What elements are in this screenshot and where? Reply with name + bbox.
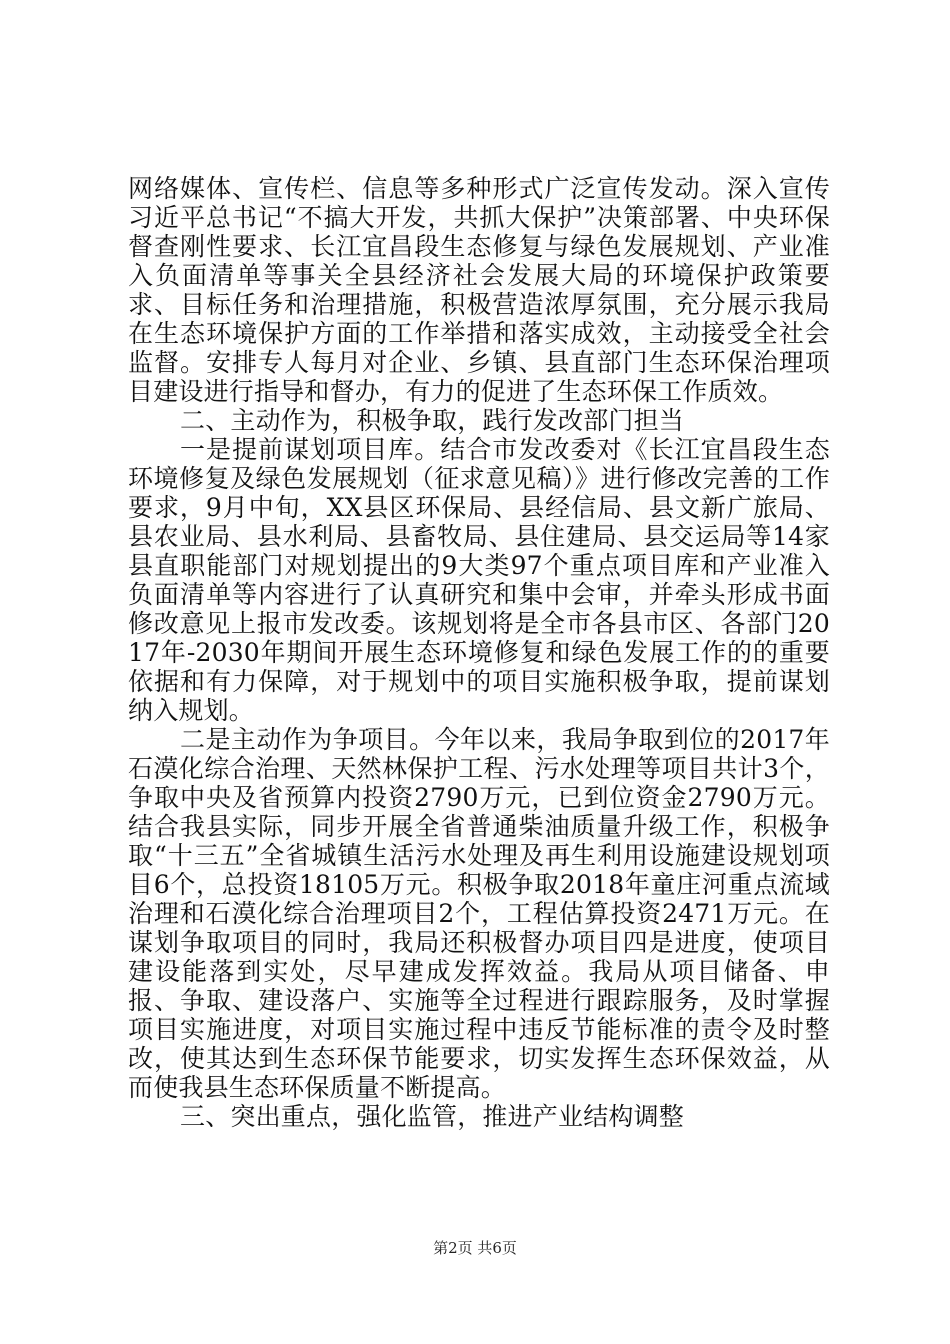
paragraph-continuation: 网络媒体、宣传栏、信息等多种形式广泛宣传发动。深入宣传习近平总书记“不搞大开发，共抓大保护”决策部署、中央环保督查刚性要求、长江宜昌段生态修复与绿色发展规划、产业准入负面清单等事关全县经济社会发展大局的环境保护政策要求、目标任务和治理措施，积极营造浓厚氛围，充分展示我局在生态环境保护方面的工作举措和落实成效，主动接受全社会监督。安排专人每月对企业、乡镇、县直部门生态环保治理项目建设进行指导和督办，有力的促进了生态环保工作质效。 bbox=[128, 174, 830, 406]
paragraph-project-library: 一是提前谋划项目库。结合市发改委对《长江宜昌段生态环境修复及绿色发展规划（征求意见稿）》进行修改完善的工作要求，9月中旬，XX县区环保局、县经信局、县文新广旅局、县农业局、县水利局、县畜牧局、县住建局、县交运局等14家县直职能部门对规划提出的9大类97个重点项目库和产业准入负面清单等内容进行了认真研究和集中会审，并牵头形成书面修改意见上报市发改委。该规划将是全市各县市区、各部门2017年-2030年期间开展生态环境修复和绿色发展工作的的重要依据和有力保障，对于规划中的项目实施积极争取，提前谋划纳入规划。 bbox=[128, 435, 830, 725]
section-heading-2: 二、主动作为，积极争取，践行发改部门担当 bbox=[180, 406, 685, 435]
section-heading-3: 三、突出重点，强化监管，推进产业结构调整 bbox=[180, 1102, 685, 1131]
document-body bbox=[128, 174, 830, 1131]
paragraph-project-funding: 二是主动作为争项目。今年以来，我局争取到位的2017年石漠化综合治理、天然林保护工程、污水处理等项目共计3个，争取中央及省预算内投资2790万元，已到位资金2790万元。结合我县实际，同步开展全省普通柴油质量升级工作，积极争取“十三五”全省城镇生活污水处理及再生利用设施建设规划项目6个，总投资18105万元。积极争取2018年童庄河重点流域治理和石漠化综合治理项目2个，工程估算投资2471万元。在谋划争取项目的同时，我局还积极督办项目四是进度，使项目建设能落到实处，尽早建成发挥效益。我局从项目储备、申报、争取、建设落户、实施等全过程进行跟踪服务，及时掌握项目实施进度，对项目实施过程中违反节能标准的责令及时整改，使其达到生态环保节能要求，切实发挥生态环保效益，从而使我县生态环保质量不断提高。 bbox=[128, 725, 830, 1102]
page-number-footer: 第2页 共6页 bbox=[433, 1239, 517, 1257]
